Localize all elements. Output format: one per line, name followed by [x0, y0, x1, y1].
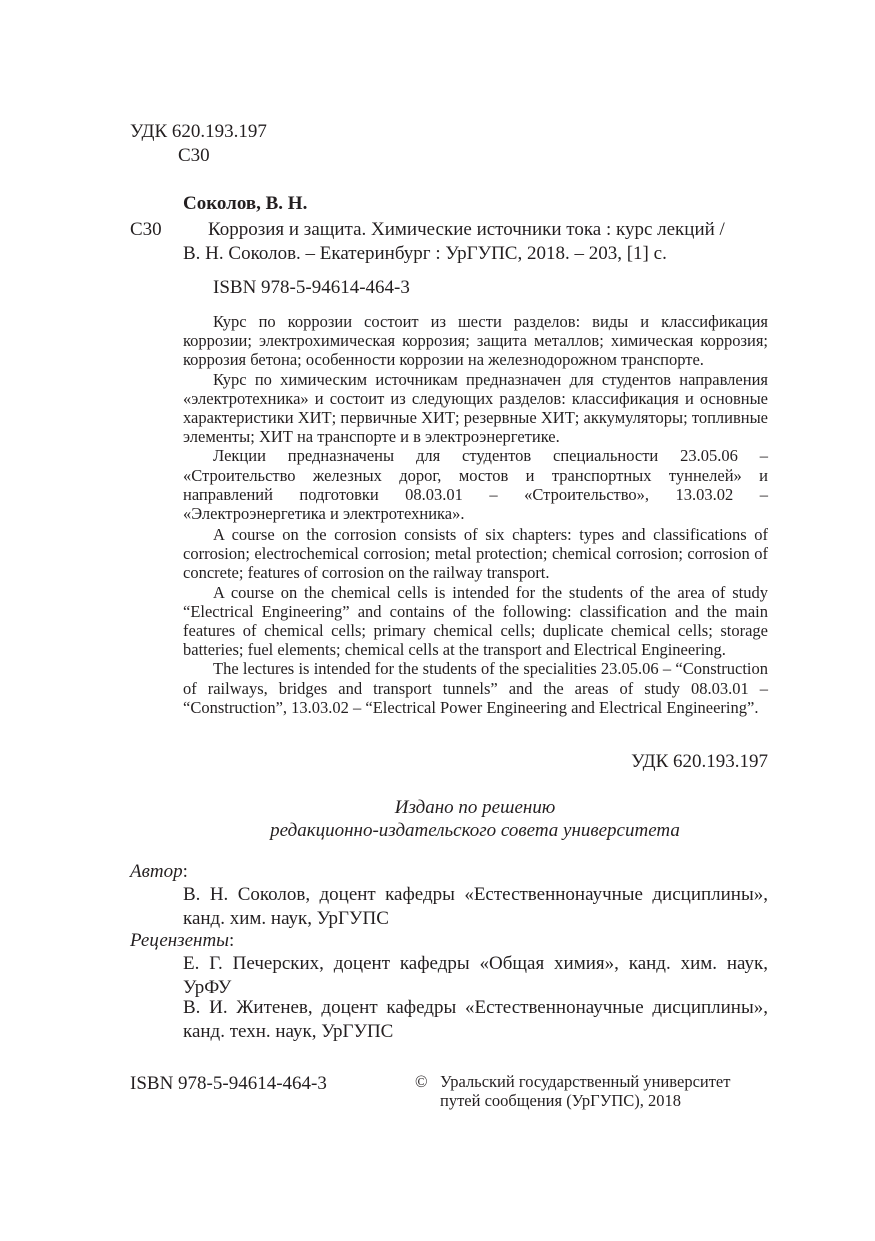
author-label-text: Автор: [130, 861, 183, 882]
copyright-line-2: путей сообщения (УрГУПС), 2018: [440, 1091, 682, 1110]
author-heading: Соколов, В. Н.: [183, 193, 308, 214]
author-mark: С30: [178, 145, 210, 166]
abstract-ru-paragraph-1: Курс по коррозии состоит из шести разделов: виды и классификация коррозии; электрохимическая коррозия; защита металлов; химическая коррозия; коррозия бетона; особенности коррозии на железнодорожном транспорте.: [183, 312, 768, 370]
abstract-en-paragraph-3: The lectures is intended for the students of the specialities 23.05.06 – “Construction of railways, bridges and transport tunnels” and the areas of study 08.03.01 – “Construction”, 13.03.02 – “Electrical Power Engineering and Electrical Engineering”.: [183, 659, 768, 717]
udk-top: УДК 620.193.197: [130, 121, 267, 142]
abstract-ru: [183, 312, 768, 523]
reviewer-1: Е. Г. Печерских, доцент кафедры «Общая химия», канд. хим. наук, УрФУ: [183, 953, 768, 998]
isbn-bottom: ISBN 978-5-94614-464-3: [130, 1073, 327, 1094]
udk-bottom: УДК 620.193.197: [631, 751, 768, 772]
abstract-en: [183, 525, 768, 717]
abstract-en-paragraph-2: A course on the chemical cells is intended for the students of the area of study “Electrical Engineering” and contains of the following: classification and the main features of chemical cells; primary chemical cells; duplicate chemical cells; storage batteries; fuel elements; chemical cells at the transport and Electrical Engineering.: [183, 582, 768, 660]
bib-line-2: В. Н. Соколов. – Екатеринбург : УрГУПС, 2018. – 203, [1] с.: [183, 243, 667, 264]
published-note-line-2: редакционно-издательского совета университета: [270, 820, 680, 841]
copyright-line-1: Уральский государственный университет: [440, 1072, 731, 1091]
isbn-line: ISBN 978-5-94614-464-3: [213, 277, 410, 298]
author-label: Автор:: [130, 861, 188, 882]
bib-line-1: Коррозия и защита. Химические источники тока : курс лекций /: [208, 219, 725, 240]
abstract-en-paragraph-1: A course on the corrosion consists of six chapters: types and classifications of corrosion; electrochemical corrosion; metal protection; chemical corrosion; corrosion of concrete; features of corrosion on the railway transport.: [183, 525, 768, 583]
copyright-symbol: ©: [415, 1072, 428, 1091]
reviewers-label: Рецензенты:: [130, 930, 235, 951]
reviewer-2: В. И. Житенев, доцент кафедры «Естественнонаучные дисциплины», канд. техн. наук, УрГУПС: [183, 997, 768, 1042]
library-mark: С30: [130, 219, 162, 240]
abstract-ru-paragraph-2: Курс по химическим источникам предназначен для студентов направления «электротехника» и состоит из следующих разделов: классификация и основные характеристики ХИТ; первичные ХИТ; резервные ХИТ; аккумуляторы; топливные элементы; ХИТ на транспорте и в электроэнергетике.: [183, 369, 768, 447]
reviewers-label-text: Рецензенты: [130, 930, 230, 951]
author-text: В. Н. Соколов, доцент кафедры «Естественнонаучные дисциплины», канд. хим. наук, УрГУПС: [183, 884, 768, 929]
abstract-ru-paragraph-3: Лекции предназначены для студентов специальности 23.05.06 – «Строительство железных дорог, мостов и транспортных туннелей» и направлений подготовки 08.03.01 – «Строительство», 13.03.02 – «Электроэнергетика и электротехника».: [183, 446, 768, 524]
published-note-line-1: Издано по решению: [394, 797, 556, 818]
